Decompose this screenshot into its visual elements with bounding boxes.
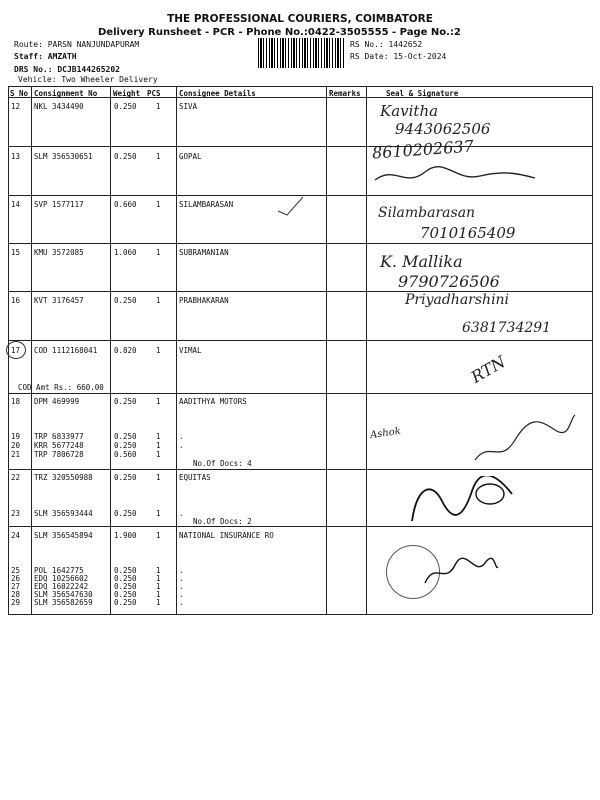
col-header-signature: Seal & Signature [386, 89, 459, 98]
cell-sno: 27 [11, 582, 21, 591]
rs-number: RS No.: 1442652 [350, 40, 423, 49]
cell-consignment: SLM 356582659 [34, 598, 93, 607]
cell-consignment: COD 1112168041 [34, 346, 98, 355]
cell-sno: 20 [11, 441, 21, 450]
cell-consignment: TRP 6833977 [34, 432, 84, 441]
cell-pcs: 1 [156, 441, 161, 450]
signature-row-16: Priyadharshini [405, 292, 510, 308]
signature-scribble [370, 160, 540, 190]
cell-consignment: KVT 3176457 [34, 296, 84, 305]
table-top-border [8, 86, 592, 87]
col-header-sno: S No [10, 89, 29, 98]
rs-date: RS Date: 15-Oct-2024 [350, 52, 447, 61]
cell-pcs: 1 [156, 590, 161, 599]
cell-pcs: 1 [156, 509, 161, 518]
cell-consignment: KMU 3572085 [34, 248, 84, 257]
cell-consignment: SLM 356547630 [34, 590, 93, 599]
cell-sno: 22 [11, 473, 21, 482]
cell-weight: 0.250 [114, 598, 137, 607]
cell-consignment: KRR 5677248 [34, 441, 84, 450]
col-header-consignee: Consignee Details [179, 89, 256, 98]
cell-consignment: NKL 3434490 [34, 102, 84, 111]
cell-weight: 0.250 [114, 574, 137, 583]
cell-sno: 12 [11, 102, 21, 111]
cell-pcs: 1 [156, 346, 161, 355]
cell-sno: 21 [11, 450, 21, 459]
cell-sno: 24 [11, 531, 21, 540]
handwritten-note: Ashok [369, 425, 402, 442]
cell-weight: 0.820 [114, 346, 137, 355]
cell-weight: 0.250 [114, 397, 137, 406]
cell-weight: 0.660 [114, 200, 137, 209]
cell-sno: 23 [11, 509, 21, 518]
col-header-pcs: PCS [147, 89, 161, 98]
cell-consignee: SIVA [179, 102, 198, 111]
table-bottom-border [8, 614, 592, 615]
cell-sno: 29 [11, 598, 21, 607]
cell-weight: 0.250 [114, 590, 137, 599]
cell-consignee: . [179, 582, 184, 591]
cell-weight: 0.250 [114, 296, 137, 305]
cell-sno: 17 [11, 346, 21, 355]
cell-consignee: SUBRAMANIAN [179, 248, 229, 257]
cell-consignment: SLM 356593444 [34, 509, 93, 518]
row-divider [8, 146, 592, 147]
cell-consignment: TRP 7806728 [34, 450, 84, 459]
row-divider [8, 393, 592, 394]
drs-number: DRS No.: DCJB144265202 [14, 65, 120, 74]
signature-scribble [420, 553, 500, 589]
cell-pcs: 1 [156, 566, 161, 575]
cell-sno: 16 [11, 296, 21, 305]
cell-consignee: EQUITAS [179, 473, 211, 482]
cell-pcs: 1 [156, 432, 161, 441]
cell-sno: 26 [11, 574, 21, 583]
col-border [176, 86, 177, 614]
handwritten-phone: 6381734291 [462, 320, 552, 336]
route-label: Route: PARSN NANJUNDAPURAM [14, 40, 140, 49]
cell-consignee: . [179, 574, 184, 583]
cell-sno: 19 [11, 432, 21, 441]
col-border [366, 86, 367, 614]
document-subtitle: Delivery Runsheet - PCR - Phone No.:0422-3505555 - Page No.:2 [98, 27, 461, 38]
cell-consignment: SLM 356545894 [34, 531, 93, 540]
row-divider [8, 243, 592, 244]
signature-row-14: Silambarasan [378, 205, 476, 221]
cell-consignee: GOPAL [179, 152, 202, 161]
cell-consignment: EDQ 16022242 [34, 582, 89, 591]
col-header-remarks: Remarks [329, 89, 361, 98]
cell-pcs: 1 [156, 200, 161, 209]
cell-pcs: 1 [156, 450, 161, 459]
cell-sno: 18 [11, 397, 21, 406]
cell-pcs: 1 [156, 582, 161, 591]
col-border [110, 86, 111, 614]
cell-consignee: AADITHYA MOTORS [179, 397, 247, 406]
cell-consignee: SILAMBARASAN [179, 200, 234, 209]
docs-count: No.Of Docs: 2 [193, 517, 252, 526]
cell-pcs: 1 [156, 296, 161, 305]
cell-consignee: . [179, 598, 184, 607]
cell-consignee: NATIONAL INSURANCE RO [179, 531, 274, 540]
handwritten-remark: RTN [467, 352, 509, 387]
cell-consignee: . [179, 509, 184, 518]
cell-consignment: SVP 1577117 [34, 200, 84, 209]
cell-weight: 0.250 [114, 582, 137, 591]
signature-scribble [470, 410, 580, 470]
cell-pcs: 1 [156, 473, 161, 482]
cell-pcs: 1 [156, 102, 161, 111]
cell-consignment: DPM 469999 [34, 397, 80, 406]
cell-pcs: 1 [156, 574, 161, 583]
signature-row-15: K. Mallika [380, 252, 463, 271]
cell-consignee: . [179, 566, 184, 575]
cell-weight: 0.250 [114, 432, 137, 441]
cod-amount: COD Amt Rs.: 660.00 [18, 383, 104, 392]
handwritten-phone: 9790726506 [398, 272, 500, 291]
col-border [31, 86, 32, 614]
cell-sno: 15 [11, 248, 21, 257]
vehicle-label: Vehicle: Two Wheeler Delivery [18, 75, 158, 84]
cell-weight: 1.900 [114, 531, 137, 540]
signature-row-12: Kavitha [380, 102, 439, 120]
handwritten-phone: 7010165409 [420, 224, 516, 242]
cell-consignee: VIMAL [179, 346, 202, 355]
cell-pcs: 1 [156, 397, 161, 406]
cell-pcs: 1 [156, 152, 161, 161]
col-header-weight: Weight [113, 89, 141, 98]
document-title: THE PROFESSIONAL COURIERS, COIMBATORE [167, 13, 433, 25]
cell-consignment: TRZ 320550988 [34, 473, 93, 482]
cell-weight: 0.250 [114, 102, 137, 111]
col-border [592, 86, 593, 614]
check-mark [275, 195, 305, 217]
cell-pcs: 1 [156, 248, 161, 257]
cell-pcs: 1 [156, 531, 161, 540]
signature-scribble [392, 476, 522, 528]
col-header-consignment: Consignment No [34, 89, 98, 98]
cell-weight: 0.250 [114, 509, 137, 518]
docs-count: No.Of Docs: 4 [193, 459, 252, 468]
cell-consignment: EDQ 10256602 [34, 574, 89, 583]
cell-weight: 0.250 [114, 441, 137, 450]
cell-weight: 0.250 [114, 152, 137, 161]
cell-sno: 13 [11, 152, 21, 161]
row-divider [8, 340, 592, 341]
col-border [326, 86, 327, 614]
cell-consignee: . [179, 441, 184, 450]
cell-consignee: PRABHAKARAN [179, 296, 229, 305]
cell-pcs: 1 [156, 598, 161, 607]
cell-sno: 25 [11, 566, 21, 575]
cell-weight: 1.060 [114, 248, 137, 257]
cell-weight: 0.560 [114, 450, 137, 459]
cell-weight: 0.250 [114, 566, 137, 575]
cell-sno: 14 [11, 200, 21, 209]
handwritten-phone: 9443062506 [395, 120, 491, 138]
cell-consignee: . [179, 590, 184, 599]
handwritten-phone: 8610202637 [371, 136, 475, 163]
cell-consignment: POL 1642775 [34, 566, 84, 575]
cell-consignee: . [179, 432, 184, 441]
cell-consignment: SLM 356530651 [34, 152, 93, 161]
cell-sno: 28 [11, 590, 21, 599]
cell-weight: 0.250 [114, 473, 137, 482]
staff-label: Staff: AMZATH [14, 52, 77, 61]
barcode [258, 38, 344, 68]
